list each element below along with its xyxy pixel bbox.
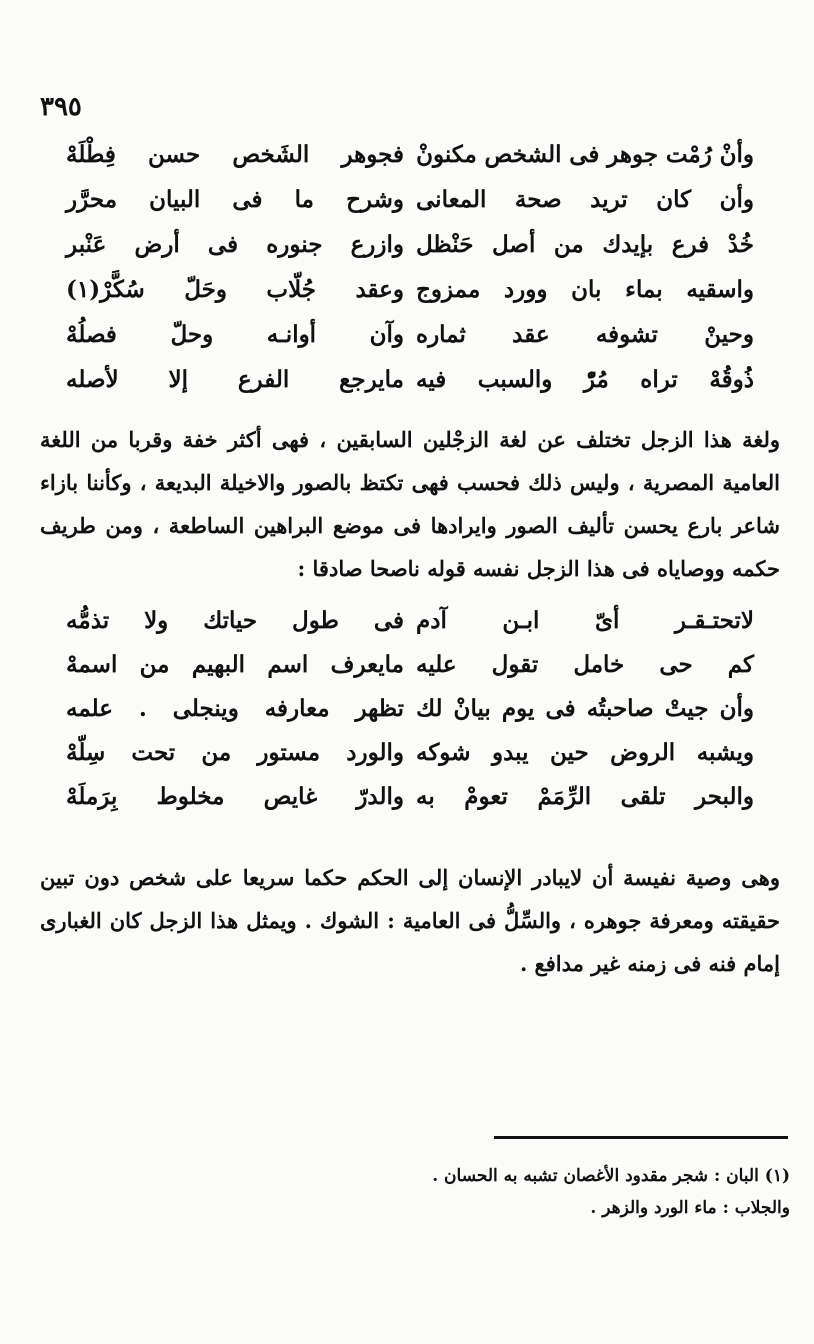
- verse-word: وعقد: [355, 276, 404, 303]
- verse-line: [60, 312, 760, 357]
- verse-word: فصلُهْ: [66, 321, 117, 348]
- verse-word: فى: [373, 606, 404, 634]
- verse-second-hemistich: [60, 276, 410, 303]
- verse-word: من: [553, 231, 584, 258]
- verse-word: شوكه: [416, 738, 471, 766]
- verse-first-hemistich: [410, 366, 760, 393]
- verse-word: فى: [545, 694, 576, 722]
- verse-word: به: [416, 782, 435, 810]
- verse-word: إلا: [168, 366, 188, 393]
- verse-word: أوانـه: [266, 321, 317, 348]
- verse-word: حى: [659, 650, 693, 678]
- verse-word: ذُوقُهْ: [709, 366, 754, 393]
- verse-word: بإيدك: [602, 231, 654, 258]
- verse-word: لاتحتـقـر: [674, 606, 754, 634]
- poem-stanza-1: [60, 132, 760, 402]
- footnote-separator: [494, 1136, 788, 1139]
- verse-word: مخلوط: [156, 782, 225, 810]
- verse-word: صحة: [514, 186, 562, 213]
- verse-second-hemistich: [60, 186, 410, 213]
- verse-word: حَنْظل: [416, 231, 474, 258]
- verse-second-hemistich: [60, 651, 410, 678]
- verse-word: تلقى: [620, 782, 666, 810]
- verse-line: [60, 357, 760, 402]
- verse-first-hemistich: [410, 186, 760, 213]
- verse-word: جوهر: [607, 141, 659, 168]
- verse-word: لك: [416, 694, 443, 722]
- verse-word: صاحبتُه: [586, 694, 654, 722]
- verse-word: أرض: [134, 231, 180, 258]
- verse-first-hemistich: [410, 276, 760, 303]
- verse-word: .: [138, 694, 147, 722]
- verse-word: الرِّمَمْ: [537, 782, 592, 810]
- verse-word: والبحر: [695, 782, 754, 810]
- footnotes: [300, 1160, 790, 1224]
- verse-word: وينجلى: [172, 694, 239, 722]
- verse-word: ما: [294, 186, 314, 213]
- verse-word: علمه: [66, 694, 113, 722]
- verse-word: وحلّ: [170, 321, 214, 348]
- verse-word: فيه: [416, 366, 447, 393]
- verse-line: [60, 642, 760, 686]
- verse-first-hemistich: [410, 651, 760, 678]
- verse-word: مستور: [257, 738, 321, 766]
- verse-first-hemistich: [410, 141, 760, 168]
- verse-word: تشوفه: [595, 321, 658, 348]
- verse-word: معارفه: [264, 694, 330, 722]
- verse-word: خامل: [573, 650, 625, 678]
- verse-word: المعانى: [416, 186, 487, 213]
- verse-word: والورد: [346, 738, 404, 766]
- verse-word: البهيم: [191, 650, 246, 678]
- verse-word: كم: [727, 650, 754, 678]
- verse-word: وأنْ: [719, 141, 754, 168]
- verse-word: فى: [232, 186, 263, 213]
- footnote-2: والجلاب : ماء الورد والزهر .: [590, 1198, 790, 1218]
- verse-word: مايرجع: [339, 366, 404, 393]
- verse-second-hemistich: [60, 783, 410, 810]
- verse-word: وحينْ: [704, 321, 754, 348]
- verse-word: الروض: [610, 738, 676, 766]
- verse-word: البيان: [149, 186, 201, 213]
- verse-word: بِرَملَهْ: [66, 782, 118, 810]
- verse-line: [60, 222, 760, 267]
- verse-word: تراه: [640, 366, 678, 393]
- verse-word: كان: [656, 186, 692, 213]
- verse-word: حياتك: [203, 606, 258, 634]
- verse-first-hemistich: [410, 783, 760, 810]
- verse-word: تقول: [491, 650, 539, 678]
- verse-word: سِلّهْ: [66, 738, 106, 766]
- verse-word: سُكَّرْ(١): [66, 276, 145, 303]
- verse-word: وحَلّ: [184, 276, 227, 303]
- verse-word: فرع: [671, 231, 710, 258]
- verse-line: [60, 132, 760, 177]
- verse-word: تظهر: [355, 694, 404, 722]
- verse-word: يوم: [501, 694, 535, 722]
- verse-word: عَنْبر: [66, 231, 107, 258]
- verse-word: رُمْت: [665, 141, 712, 168]
- verse-word: ممزوج: [416, 276, 481, 303]
- verse-word: بماء: [625, 276, 663, 303]
- verse-word: من: [139, 650, 170, 678]
- poem-stanza-2: [60, 598, 760, 818]
- verse-word: فجوهر: [341, 141, 404, 168]
- verse-word: محرَّر: [66, 186, 118, 213]
- commentary-paragraph-1: ولغة هذا الزجل تختلف عن لغة الزجْلين السابقين ، فهى أكثر خفة وقربا من اللغة العامية المصرية ، وليس ذلك فحسب فهى تكتظ بالصور والاخيلة البديعة ، وكأننا بازاء شاعر بارع يحسن تأليف الصور وايرادها فى موضع البراهين الساطعة ، ومن طريف حكمه ووصاياه فى هذا الزجل نفسه قوله ناصحا صادقا :: [40, 427, 780, 581]
- verse-line: [60, 774, 760, 818]
- verse-first-hemistich: [410, 695, 760, 722]
- verse-second-hemistich: [60, 695, 410, 722]
- verse-first-hemistich: [410, 607, 760, 634]
- verse-word: ويشبه: [696, 738, 754, 766]
- verse-word: بان: [571, 276, 602, 303]
- verse-first-hemistich: [410, 321, 760, 348]
- verse-word: والدرّ: [356, 782, 404, 810]
- verse-word: واسقيه: [686, 276, 754, 303]
- verse-word: تحت: [131, 738, 176, 766]
- verse-word: وآن: [369, 321, 404, 348]
- verse-word: مُرّْ: [583, 366, 609, 393]
- verse-word: مكنونْ: [416, 141, 477, 168]
- commentary-paragraph-2: وهى وصية نفيسة أن لايبادر الإنسان إلى الحكم حكما سريعا على شخص دون تبين حقيقته ومعرفة جوهره ، والسِّلُّ فى العامية : الشوك . ويمثل هذا الزجل كان الغبارى إمام فنه فى زمنه غير مدافع .: [40, 865, 780, 976]
- verse-line: [60, 177, 760, 222]
- verse-word: وورد: [503, 276, 548, 303]
- verse-word: ولا: [144, 606, 169, 634]
- verse-first-hemistich: [410, 739, 760, 766]
- verse-word: جنوره: [266, 231, 323, 258]
- verse-word: الفرع: [237, 366, 290, 393]
- verse-second-hemistich: [60, 607, 410, 634]
- verse-first-hemistich: [410, 231, 760, 258]
- verse-line: [60, 686, 760, 730]
- verse-word: يبدو: [491, 738, 529, 766]
- verse-word: فِطْلَهْ: [66, 141, 116, 168]
- verse-word: غايص: [263, 782, 318, 810]
- verse-word: تعومْ: [464, 782, 508, 810]
- verse-line: [60, 267, 760, 312]
- verse-word: أصل: [492, 231, 536, 258]
- verse-word: ابـن: [502, 606, 540, 634]
- verse-word: جيتْ: [664, 694, 709, 722]
- verse-word: من: [201, 738, 232, 766]
- verse-word: عليه: [416, 650, 457, 678]
- verse-word: لأصله: [66, 366, 119, 393]
- verse-word: تذمُّه: [66, 606, 110, 634]
- verse-line: [60, 598, 760, 642]
- verse-second-hemistich: [60, 141, 410, 168]
- verse-word: فى: [569, 141, 600, 168]
- verse-word: جُلّاب: [266, 276, 317, 303]
- verse-word: ثماره: [416, 321, 466, 348]
- verse-word: الشَخص: [232, 141, 310, 168]
- verse-second-hemistich: [60, 366, 410, 393]
- verse-word: وشرح: [346, 186, 404, 213]
- verse-word: آدم: [416, 606, 447, 634]
- verse-word: فى: [207, 231, 239, 258]
- verse-second-hemistich: [60, 739, 410, 766]
- footnote-1: (١) البان : شجر مقدود الأغصان تشبه به الحسان .: [432, 1166, 790, 1186]
- verse-word: الشخص: [484, 141, 562, 168]
- verse-second-hemistich: [60, 321, 410, 348]
- verse-word: وأن: [719, 186, 754, 213]
- verse-word: وازرع: [350, 231, 404, 258]
- verse-word: والسبب: [477, 366, 553, 393]
- verse-word: خُدْ: [727, 231, 754, 258]
- verse-word: أىّ: [594, 606, 620, 634]
- verse-word: حسن: [147, 141, 201, 168]
- verse-word: مايعرف: [330, 650, 404, 678]
- verse-word: وأن: [719, 694, 754, 722]
- verse-line: [60, 730, 760, 774]
- verse-word: عقد: [512, 321, 550, 348]
- verse-word: بيانْ: [453, 694, 491, 722]
- verse-second-hemistich: [60, 231, 410, 258]
- page-number: ٣٩٥: [40, 92, 82, 122]
- verse-word: اسم: [267, 650, 309, 678]
- verse-word: طول: [292, 606, 339, 634]
- verse-word: تريد: [590, 186, 628, 213]
- verse-word: حين: [550, 738, 589, 766]
- verse-word: اسمهْ: [66, 650, 118, 678]
